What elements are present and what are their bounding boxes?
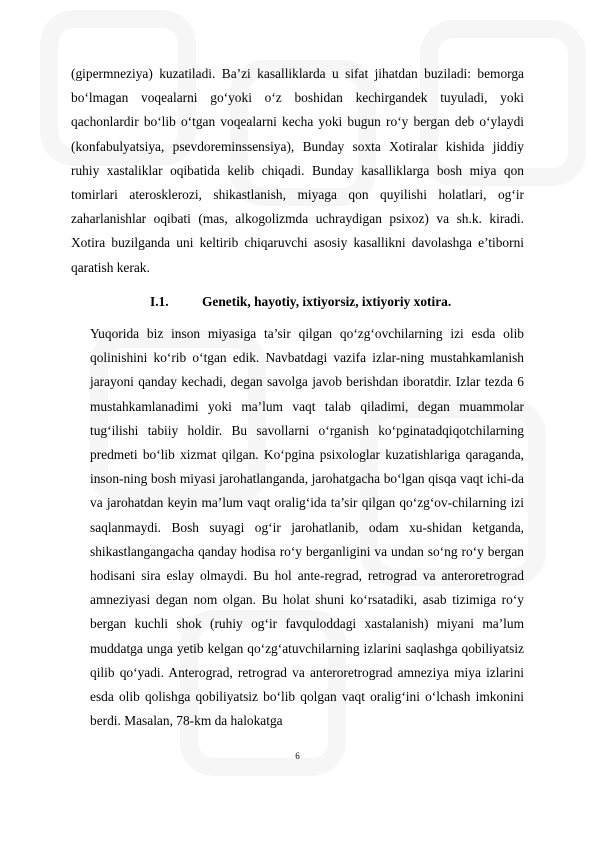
paragraph-body: Yuqorida biz inson miyasiga ta’sir qilgan qo‘zg‘ovchilarning izi esda olib qolinishini ko‘rib o‘tgan edik. Navbatdagi vazifa izlar-ning mustahkamlanish jarayoni qanday kechadi, degan savolga javob berishdan iboratdir. Izlar tezda 6 mustahkamlanadimi yoki ma’lum vaqt talab qiladimi, degan muammolar tug‘ilishi tabiiy holdir. Bu savollarni o‘rganish ko‘pginatadqiqotchilarning predmeti bo‘lib xizmat qilgan. Ko‘pgina psixologlar kuzatishlariga qaraganda, inson-ning bosh miyasi jarohatlanganda, jarohatgacha bo‘lgan qisqa vaqt ichi-da va jarohatdan keyin ma’lum vaqt oralig‘ida ta’sir qilgan qo‘zg‘ov-chilarning izi saqlanmaydi. Bosh suyagi og‘ir jarohatlanib, odam xu-shidan ketganda, shikastlangangacha qanday hodisa ro‘y berganligini va undan so‘ng ro‘y bergan hodisani sira eslay olmaydi. Bu hol ante-regrad, retrograd va anteroretrograd amneziyasi degan nom olgan. Bu holat shuni ko‘rsatadiki, asab tizimiga ro‘y bergan kuchli shok (ruhiy og‘ir favquloddagi xastalanish) miyani ma’lum muddatga unga yetib kelgan qo‘zg‘atuvchilarning izlarini saqlashga qobiliyatsiz qilib qo‘yadi. Anterograd, retrograd va anteroretrograd amneziya miya izlarini esda olib qolishga qobiliyatsiz bo‘lib qolgan vaqt oralig‘ini o‘lchash imkonini berdi. Masalan, 78-km da halokatga [90, 326, 524, 729]
section-number: I.1. [150, 294, 169, 309]
page-number: 6 [295, 751, 300, 761]
section-heading [150, 292, 451, 312]
section-title: Genetik, hayotiy, ixtiyorsiz, ixtiyoriy xotira. [202, 294, 452, 309]
paragraph-intro: (gipermneziya) kuzatiladi. Ba’zi kasalliklarda u sifat jihatdan buziladi: bemorga bo‘lmagan voqealarni go‘yoki o‘z boshidan kechirgandek tuyuladi, yoki qachonlardir bo‘lib o‘tgan voqealarni kecha yoki bugun ro‘y bergan deb o‘ylaydi (konfabulyatsiya, psevdoreminssensiya), Bunday soxta Xotiralar kishida jiddiy ruhiy xastaliklar oqibatida kelib chiqadi. Bunday kasalliklarga bosh miya qon tomirlari aterosklerozi, shikastlanish, miyaga qon quyilishi holatlari, og‘ir zaharlanishlar oqibati (mas, alkogolizmda uchraydigan psixoz) va sh.k. kiradi. Xotira buzilganda uni keltirib chiqaruvchi asosiy kasallikni davolashga e’tiborni qaratish kerak. [71, 66, 524, 275]
